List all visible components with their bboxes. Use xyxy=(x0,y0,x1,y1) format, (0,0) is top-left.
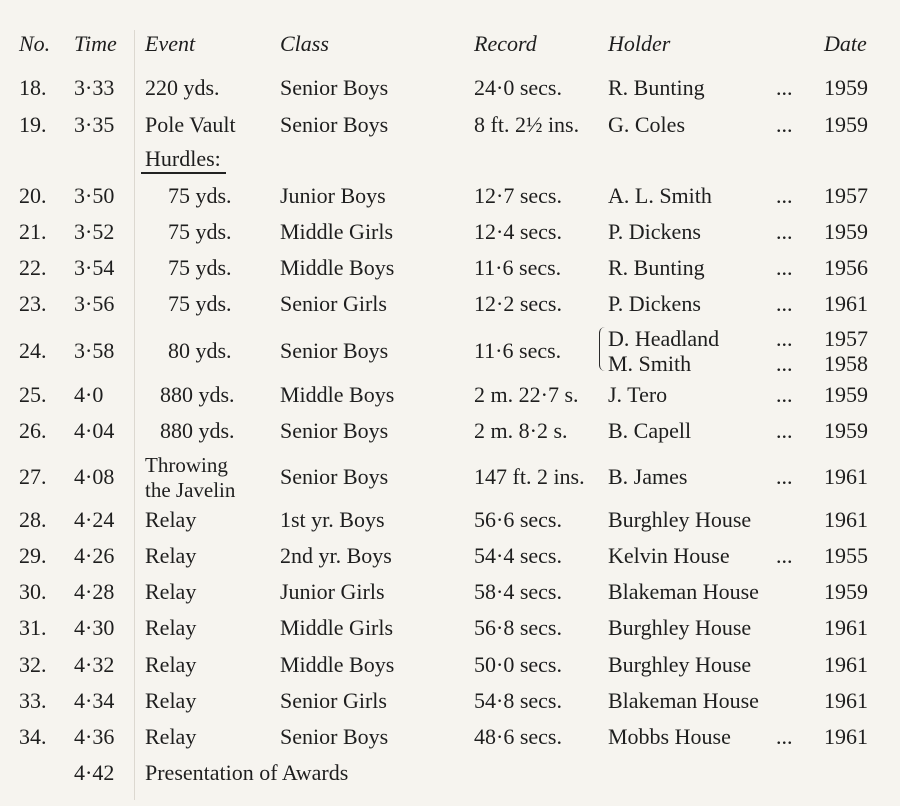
row-holder: B. Capell xyxy=(608,418,692,443)
row-holder: J. Tero xyxy=(608,382,668,407)
row-class: Senior Boys xyxy=(280,338,389,363)
row-time: 4·36 xyxy=(74,724,115,749)
row-event: Relay xyxy=(145,724,197,749)
row-holder-second: M. Smith xyxy=(608,351,692,376)
row-dates xyxy=(824,326,868,376)
row-record: 11·6 secs. xyxy=(474,255,562,280)
row-record: 58·4 secs. xyxy=(474,579,562,604)
row-class: Senior Boys xyxy=(280,724,389,749)
row-record: 56·6 secs. xyxy=(474,507,562,532)
row-time: 4·34 xyxy=(74,688,115,713)
row-holder: Kelvin House xyxy=(608,543,730,568)
row-event: Throwing xyxy=(145,453,228,477)
row-record: 147 ft. 2 ins. xyxy=(474,464,585,489)
row-holder: R. Bunting xyxy=(608,75,705,100)
row-class: Middle Girls xyxy=(280,219,394,244)
header-holder: Holder xyxy=(608,31,671,56)
row-holder: Blakeman House xyxy=(608,579,759,604)
row-time: 3·56 xyxy=(74,291,115,316)
row-date-second: 1958 xyxy=(824,351,868,376)
row-record: 12·2 secs. xyxy=(474,291,562,316)
row-time: 3·54 xyxy=(74,255,115,280)
row-record: 8 ft. 2½ ins. xyxy=(474,112,580,137)
row-no: 34. xyxy=(19,724,47,749)
row-event: 75 yds. xyxy=(168,183,232,208)
section-heading-underline xyxy=(141,172,226,174)
row-no: 19. xyxy=(19,112,47,137)
header-record: Record xyxy=(474,31,537,56)
row-date: 1955 xyxy=(824,543,868,568)
row-no: 29. xyxy=(19,543,47,568)
row-date: 1961 xyxy=(824,652,868,677)
row-class: Middle Boys xyxy=(280,652,395,677)
row-event: Relay xyxy=(145,615,197,640)
row-no: 32. xyxy=(19,652,47,677)
row-time: 4·42 xyxy=(74,760,115,785)
row-date: 1961 xyxy=(824,464,868,489)
row-no: 23. xyxy=(19,291,47,316)
row-no: 31. xyxy=(19,615,47,640)
row-time: 3·58 xyxy=(74,338,115,363)
row-no: 28. xyxy=(19,507,47,532)
row-date: 1959 xyxy=(824,219,868,244)
row-event: Relay xyxy=(145,579,197,604)
row-class: Junior Girls xyxy=(280,579,385,604)
row-time: 4·0 xyxy=(74,382,104,407)
row-event: 75 yds. xyxy=(168,255,232,280)
row-event: 220 yds. xyxy=(145,75,220,100)
header-no: No. xyxy=(19,31,51,56)
row-record: 54·4 secs. xyxy=(474,543,562,568)
row-record: 12·7 secs. xyxy=(474,183,562,208)
row-date: 1959 xyxy=(824,579,868,604)
row-leader-dots: ... xyxy=(776,219,793,244)
row-holder: Burghley House xyxy=(608,615,752,640)
row-class: Senior Boys xyxy=(280,75,389,100)
row-time: 4·04 xyxy=(74,418,115,443)
row-leader-dots: ... xyxy=(776,464,793,489)
column-divider xyxy=(134,30,135,800)
row-date: 1957 xyxy=(824,183,868,208)
row-no: 20. xyxy=(19,183,47,208)
row-class: Senior Girls xyxy=(280,688,387,713)
row-date: 1961 xyxy=(824,507,868,532)
row-class: Senior Boys xyxy=(280,418,389,443)
row-holder: D. Headland xyxy=(608,326,720,351)
row-record: 56·8 secs. xyxy=(474,615,562,640)
row-record: 12·4 secs. xyxy=(474,219,562,244)
row-leader-dots: ... xyxy=(776,112,793,137)
row-time: 4·26 xyxy=(74,543,115,568)
row-class: Junior Boys xyxy=(280,183,386,208)
row-holders xyxy=(608,326,719,376)
row-date: 1961 xyxy=(824,291,868,316)
row-record: 54·8 secs. xyxy=(474,688,562,713)
row-class: Middle Boys xyxy=(280,255,395,280)
row-holder: R. Bunting xyxy=(608,255,705,280)
row-holder: A. L. Smith xyxy=(608,183,712,208)
row-record: 50·0 secs. xyxy=(474,652,562,677)
row-record: 24·0 secs. xyxy=(474,75,562,100)
row-no: 27. xyxy=(19,464,47,489)
row-leader-dots: ... xyxy=(776,183,793,208)
row-time: 3·33 xyxy=(74,75,115,100)
row-no: 21. xyxy=(19,219,47,244)
row-event: 75 yds. xyxy=(168,219,232,244)
row-record: 2 m. 8·2 s. xyxy=(474,418,568,443)
row-date: 1956 xyxy=(824,255,868,280)
row-time: 3·50 xyxy=(74,183,115,208)
row-leader-dots: ... xyxy=(776,75,793,100)
row-time: 4·30 xyxy=(74,615,115,640)
row-date: 1959 xyxy=(824,418,868,443)
row-event: Relay xyxy=(145,543,197,568)
row-leader-dots-second: ... xyxy=(776,351,793,376)
row-leader-dots: ... xyxy=(776,255,793,280)
row-no: 30. xyxy=(19,579,47,604)
row-class: Senior Boys xyxy=(280,464,389,489)
row-leader-dots: ... xyxy=(776,291,793,316)
row-leader-dots: ... xyxy=(776,382,793,407)
row-date: 1961 xyxy=(824,724,868,749)
row-class: Senior Boys xyxy=(280,112,389,137)
row-leader-dots-group xyxy=(776,326,793,376)
row-class: Senior Girls xyxy=(280,291,387,316)
row-time: 4·28 xyxy=(74,579,115,604)
header-date: Date xyxy=(824,31,867,56)
section-heading-hurdles: Hurdles: xyxy=(145,146,221,171)
row-no: 24. xyxy=(19,338,47,363)
row-event-group xyxy=(145,453,235,503)
row-record: 48·6 secs. xyxy=(474,724,562,749)
row-record: 2 m. 22·7 s. xyxy=(474,382,579,407)
row-no: 22. xyxy=(19,255,47,280)
row-event-second-line: the Javelin xyxy=(145,478,236,502)
row-holder: Blakeman House xyxy=(608,688,759,713)
row-date: 1961 xyxy=(824,615,868,640)
header-class: Class xyxy=(280,31,329,56)
row-time: 4·24 xyxy=(74,507,115,532)
row-date: 1959 xyxy=(824,75,868,100)
row-event: Pole Vault xyxy=(145,112,236,137)
row-class: 2nd yr. Boys xyxy=(280,543,392,568)
row-no: 25. xyxy=(19,382,47,407)
holder-brace xyxy=(599,327,605,371)
row-holder: Mobbs House xyxy=(608,724,731,749)
row-holder: Burghley House xyxy=(608,652,752,677)
row-date: 1959 xyxy=(824,112,868,137)
row-no: 18. xyxy=(19,75,47,100)
row-time: 4·32 xyxy=(74,652,115,677)
row-event: 80 yds. xyxy=(168,338,232,363)
row-event: 880 yds. xyxy=(160,418,235,443)
row-holder: G. Coles xyxy=(608,112,685,137)
row-no: 26. xyxy=(19,418,47,443)
row-event: Relay xyxy=(145,688,197,713)
row-class: Middle Girls xyxy=(280,615,394,640)
row-time: 4·08 xyxy=(74,464,115,489)
row-time: 3·35 xyxy=(74,112,115,137)
row-class: Middle Boys xyxy=(280,382,395,407)
row-holder: Burghley House xyxy=(608,507,752,532)
row-holder: B. James xyxy=(608,464,688,489)
row-holder: P. Dickens xyxy=(608,291,701,316)
row-no: 33. xyxy=(19,688,47,713)
row-class: 1st yr. Boys xyxy=(280,507,385,532)
header-time: Time xyxy=(74,31,117,56)
row-leader-dots: ... xyxy=(776,418,793,443)
row-leader-dots: ... xyxy=(776,724,793,749)
row-event: Relay xyxy=(145,652,197,677)
row-event: Presentation of Awards xyxy=(145,760,349,785)
row-date: 1959 xyxy=(824,382,868,407)
row-event: Relay xyxy=(145,507,197,532)
row-date: 1957 xyxy=(824,326,868,351)
row-date: 1961 xyxy=(824,688,868,713)
row-holder: P. Dickens xyxy=(608,219,701,244)
header-event: Event xyxy=(145,31,196,56)
row-leader-dots: ... xyxy=(776,543,793,568)
row-record: 11·6 secs. xyxy=(474,338,562,363)
row-event: 880 yds. xyxy=(160,382,235,407)
row-leader-dots: ... xyxy=(776,326,793,351)
row-time: 3·52 xyxy=(74,219,115,244)
row-event: 75 yds. xyxy=(168,291,232,316)
